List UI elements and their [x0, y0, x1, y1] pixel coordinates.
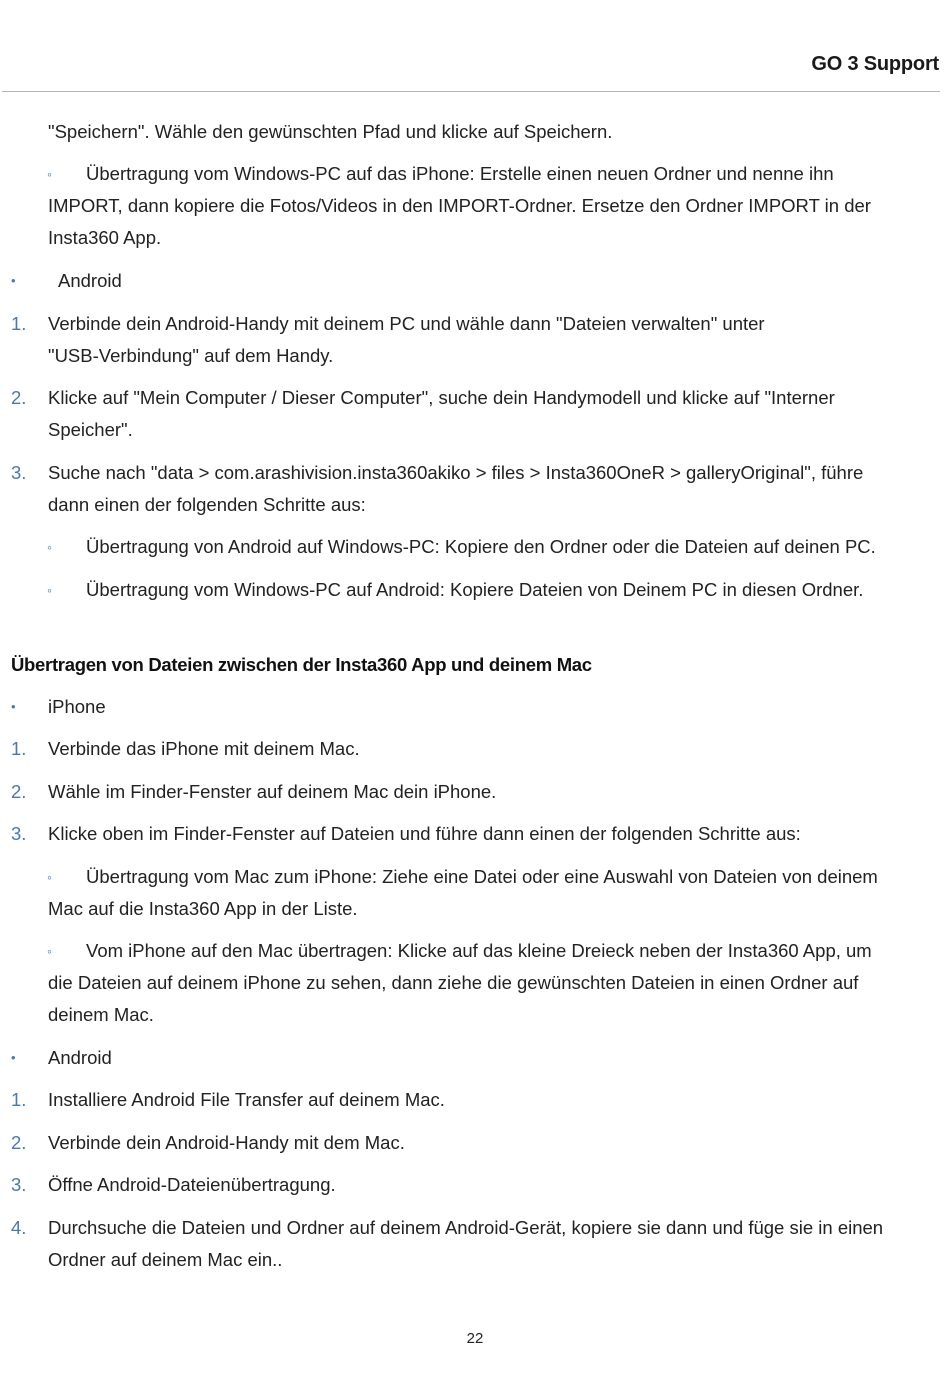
sub-item-line: IMPORT, dann kopiere die Fotos/Videos in den IMPORT-Ordner. Ersetze den Ordner IMPORT in der — [48, 195, 871, 216]
list-number: 3. — [11, 823, 27, 844]
page-header-title: GO 3 Support — [811, 53, 939, 75]
bullet-icon: • — [11, 699, 16, 714]
sub-item-line: Übertragung vom Windows-PC auf Android: Kopiere Dateien von Deinem PC in diesen Ordner. — [86, 579, 864, 600]
list-item-line: "USB-Verbindung" auf dem Handy. — [48, 345, 334, 366]
sub-item-line: Mac auf die Insta360 App in der Liste. — [48, 898, 358, 919]
paragraph-line: "Speichern". Wähle den gewünschten Pfad und klicke auf Speichern. — [48, 121, 613, 142]
sub-item-line: die Dateien auf deinem iPhone zu sehen, dann ziehe die gewünschten Dateien in einen Ordner auf — [48, 972, 859, 993]
sub-bullet-icon: ◦ — [47, 582, 52, 598]
list-item-line: Durchsuche die Dateien und Ordner auf deinem Android-Gerät, kopiere sie dann und füge sie in einen — [48, 1217, 884, 1238]
list-number: 1. — [11, 738, 27, 759]
list-item-iphone: iPhone — [48, 696, 106, 717]
list-number: 1. — [11, 313, 27, 334]
list-number: 1. — [11, 1089, 27, 1110]
list-item-line: Installiere Android File Transfer auf deinem Mac. — [48, 1089, 445, 1110]
list-item-line: dann einen der folgenden Schritte aus: — [48, 494, 366, 515]
list-item-line: Verbinde dein Android-Handy mit dem Mac. — [48, 1132, 405, 1153]
list-item-line: Verbinde das iPhone mit deinem Mac. — [48, 738, 360, 759]
list-number: 2. — [11, 781, 27, 802]
bullet-icon: • — [11, 273, 16, 288]
list-item-line: Wähle im Finder-Fenster auf deinem Mac dein iPhone. — [48, 781, 497, 802]
list-number: 4. — [11, 1217, 27, 1238]
list-item-line: Speicher". — [48, 419, 133, 440]
list-item-android: Android — [48, 1047, 112, 1068]
list-number: 3. — [11, 1174, 27, 1195]
list-item-line: Öffne Android-Dateienübertragung. — [48, 1174, 336, 1195]
list-item-line: Ordner auf deinem Mac ein.. — [48, 1249, 283, 1270]
list-item-android: Android — [58, 270, 122, 291]
sub-bullet-icon: ◦ — [47, 869, 52, 885]
sub-item-line: Übertragung vom Windows-PC auf das iPhone: Erstelle einen neuen Ordner und nenne ihn — [86, 163, 834, 184]
bullet-icon: • — [11, 1050, 16, 1065]
sub-bullet-icon: ◦ — [47, 539, 52, 555]
section-heading: Übertragen von Dateien zwischen der Insta360 App und deinem Mac — [11, 654, 592, 675]
sub-item-line: Übertragung von Android auf Windows-PC: Kopiere den Ordner oder die Dateien auf deinen PC. — [86, 536, 876, 557]
sub-item-line: deinem Mac. — [48, 1004, 154, 1025]
header-divider — [2, 91, 940, 92]
list-number: 3. — [11, 462, 27, 483]
sub-bullet-icon: ◦ — [47, 943, 52, 959]
list-item-line: Klicke oben im Finder-Fenster auf Dateien und führe dann einen der folgenden Schritte aus: — [48, 823, 801, 844]
page-number: 22 — [466, 1330, 484, 1347]
list-item-line: Suche nach "data > com.arashivision.insta360akiko > files > Insta360OneR > galleryOriginal", führe — [48, 462, 864, 483]
sub-item-line: Insta360 App. — [48, 227, 162, 248]
sub-bullet-icon: ◦ — [47, 166, 52, 182]
sub-item-line: Übertragung vom Mac zum iPhone: Ziehe eine Datei oder eine Auswahl von Dateien von deinem — [86, 866, 878, 887]
sub-item-line: Vom iPhone auf den Mac übertragen: Klicke auf das kleine Dreieck neben der Insta360 App, um — [86, 940, 872, 961]
list-number: 2. — [11, 387, 27, 408]
list-item-line: Klicke auf "Mein Computer / Dieser Computer", suche dein Handymodell und klicke auf "Interner — [48, 387, 835, 408]
list-item-line: Verbinde dein Android-Handy mit deinem PC und wähle dann "Dateien verwalten" unter — [48, 313, 765, 334]
list-number: 2. — [11, 1132, 27, 1153]
